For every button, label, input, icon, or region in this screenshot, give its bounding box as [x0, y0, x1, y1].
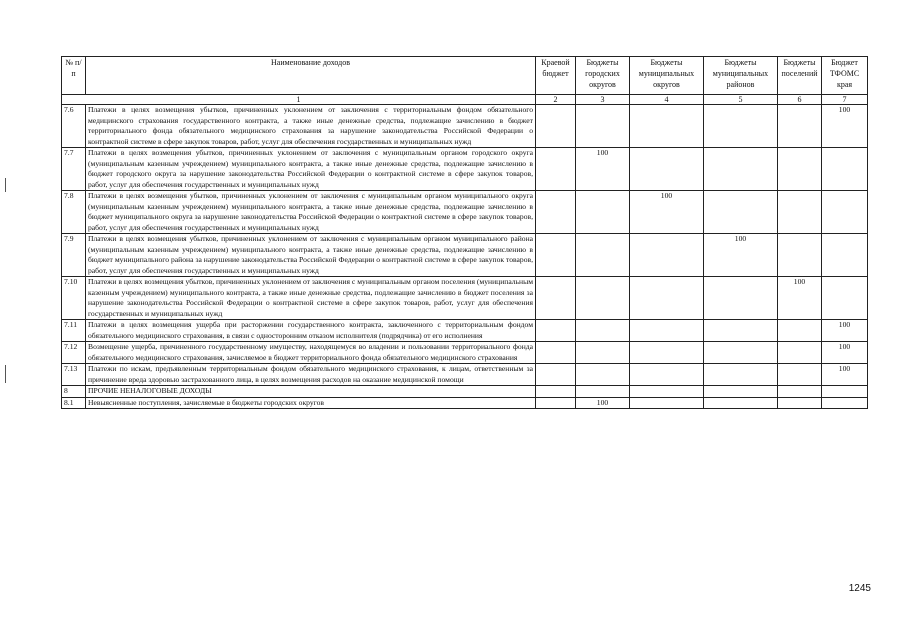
row-value — [536, 364, 576, 386]
row-value — [576, 191, 630, 234]
table-row — [62, 277, 868, 320]
table-header — [62, 57, 868, 105]
row-value — [536, 148, 576, 191]
row-value — [822, 234, 868, 277]
row-code: 7.7 — [62, 148, 86, 191]
row-code: 7.11 — [62, 320, 86, 342]
col-number: 7 — [822, 95, 868, 105]
row-name: Платежи в целях возмещения убытков, причиненных уклонением от заключения с муниципальным органом муниципального района (муниципальным казенным учреждением) муниципального контракта, а также иные денежные средства, подлежащие зачислению в бюджет муниципального района за нарушение законодательства Российской Федерации о контрактной системе в сфере закупок товаров, работ, услуг для обеспечения государственных и муниципальных нужд — [86, 234, 536, 277]
row-code: 7.10 — [62, 277, 86, 320]
col-header-settlements: Бюджеты поселений — [778, 57, 822, 95]
table-row — [62, 364, 868, 386]
row-value — [704, 364, 778, 386]
income-table — [61, 56, 868, 409]
row-value — [576, 277, 630, 320]
row-value — [576, 105, 630, 148]
scan-mark-bottom — [5, 365, 6, 383]
col-number: 5 — [704, 95, 778, 105]
col-number: 3 — [576, 95, 630, 105]
row-code: 7.6 — [62, 105, 86, 148]
row-name: Платежи в целях возмещения убытков, причиненных уклонением от заключения с муниципальным органом муниципального округа (муниципальным казенным учреждением) муниципального контракта, а также иные денежные средства, подлежащие зачислению в бюджет муниципального округа за нарушение законодательства Российской Федерации о контрактной системе в сфере закупок товаров, работ, услуг для обеспечения государственных и муниципальных нужд — [86, 191, 536, 234]
row-value — [630, 234, 704, 277]
row-value: 100 — [822, 105, 868, 148]
col-number: 4 — [630, 95, 704, 105]
col-header-municipal-districts: Бюджеты муниципальных округов — [630, 57, 704, 95]
row-code: 7.12 — [62, 342, 86, 364]
row-code: 8.1 — [62, 397, 86, 409]
col-number: 6 — [778, 95, 822, 105]
col-header-municipal-regions: Бюджеты муниципальных районов — [704, 57, 778, 95]
row-value — [778, 342, 822, 364]
row-value — [704, 397, 778, 409]
row-value — [778, 105, 822, 148]
row-value — [536, 397, 576, 409]
row-value — [778, 386, 822, 398]
row-value: 100 — [576, 148, 630, 191]
col-header-city-districts: Бюджеты городских округов — [576, 57, 630, 95]
row-value: 100 — [704, 234, 778, 277]
row-name: Невыясненные поступления, зачисляемые в бюджеты городских округов — [86, 397, 536, 409]
row-code: 8 — [62, 386, 86, 398]
row-value — [704, 105, 778, 148]
row-value — [778, 234, 822, 277]
row-value — [576, 234, 630, 277]
table-row — [62, 191, 868, 234]
row-value — [630, 386, 704, 398]
row-value — [778, 364, 822, 386]
row-value: 100 — [778, 277, 822, 320]
row-value — [536, 342, 576, 364]
row-value — [630, 342, 704, 364]
row-value — [822, 277, 868, 320]
table-row — [62, 397, 868, 409]
row-value: 100 — [630, 191, 704, 234]
row-value — [704, 148, 778, 191]
row-value — [822, 148, 868, 191]
col-number: 1 — [62, 95, 536, 105]
row-value — [630, 148, 704, 191]
row-name: Платежи в целях возмещения убытков, причиненных уклонением от заключения с муниципальным органом городского округа (муниципальным казенным учреждением) муниципального контракта, а также иные денежные средства, подлежащие зачислению в бюджет городского округа за нарушение законодательства Российской Федерации о контрактной системе в сфере закупок товаров, работ, услуг для обеспечения государственных и муниципальных нужд — [86, 148, 536, 191]
row-value — [576, 342, 630, 364]
row-value — [630, 277, 704, 320]
row-value — [576, 320, 630, 342]
row-value — [704, 320, 778, 342]
row-value — [704, 342, 778, 364]
row-value — [778, 397, 822, 409]
row-value — [576, 386, 630, 398]
row-name: ПРОЧИЕ НЕНАЛОГОВЫЕ ДОХОДЫ — [86, 386, 536, 398]
row-value — [536, 191, 576, 234]
row-value — [536, 277, 576, 320]
row-value — [536, 234, 576, 277]
row-value — [536, 386, 576, 398]
table-row — [62, 148, 868, 191]
row-code: 7.13 — [62, 364, 86, 386]
row-value: 100 — [822, 342, 868, 364]
col-number: 2 — [536, 95, 576, 105]
table-row — [62, 342, 868, 364]
table-row — [62, 105, 868, 148]
col-header-name: Наименование доходов — [86, 57, 536, 95]
row-value — [576, 364, 630, 386]
row-value — [704, 191, 778, 234]
row-name: Платежи в целях возмещения убытков, причиненных уклонением от заключения с территориальным фондом обязательного медицинского страхования государственного контракта, а также иные денежные средства, подлежащие зачислению в бюджет территориального фонда обязательного медицинского страхования за нарушение законодательства Российской Федерации о контрактной системе в сфере закупок товаров, работ, услуг для обеспечения государственных и муниципальных нужд — [86, 105, 536, 148]
row-value: 100 — [576, 397, 630, 409]
row-value — [822, 397, 868, 409]
table-row — [62, 234, 868, 277]
row-value — [778, 320, 822, 342]
row-value — [630, 364, 704, 386]
row-code: 7.9 — [62, 234, 86, 277]
row-value — [630, 320, 704, 342]
row-name: Возмещение ущерба, причиненного государственному имуществу, находящемуся во владении и пользовании территориального фонда обязательного медицинского страхования, зачисляемое в бюджет территориального фонда обязательного медицинского страхования — [86, 342, 536, 364]
row-name: Платежи в целях возмещения убытков, причиненных уклонением от заключения с муниципальным органом поселения (муниципальным казенным учреждением) муниципального контракта, а также иные денежные средства, подлежащие зачислению в бюджет поселения за нарушение законодательства Российской Федерации о контрактной системе в сфере закупок товаров, работ, услуг для обеспечения государственных и муниципальных нужд — [86, 277, 536, 320]
row-value — [778, 191, 822, 234]
row-value — [822, 386, 868, 398]
row-code: 7.8 — [62, 191, 86, 234]
row-value — [822, 191, 868, 234]
row-name: Платежи в целях возмещения ущерба при расторжении государственного контракта, заключенного с территориальным фондом обязательного медицинского страхования, в связи с односторонним отказом исполнителя (подрядчика) от его исполнения — [86, 320, 536, 342]
col-header-tfoms: Бюджет ТФОМС края — [822, 57, 868, 95]
col-header-regional: Краевой бюджет — [536, 57, 576, 95]
row-value — [536, 320, 576, 342]
scan-mark-top — [5, 178, 6, 192]
table-row — [62, 320, 868, 342]
col-header-num: № п/п — [62, 57, 86, 95]
row-value — [630, 397, 704, 409]
row-value: 100 — [822, 364, 868, 386]
row-value — [536, 105, 576, 148]
row-name: Платежи по искам, предъявленным территориальным фондом обязательного медицинского страхования, к лицам, ответственным за причинение вреда здоровью застрахованного лица, в целях возмещения расходов на оказание медицинской помощи — [86, 364, 536, 386]
table-row — [62, 386, 868, 398]
row-value — [704, 386, 778, 398]
row-value — [778, 148, 822, 191]
row-value — [630, 105, 704, 148]
row-value: 100 — [822, 320, 868, 342]
page-number: 1245 — [848, 583, 871, 594]
table-body — [62, 105, 868, 409]
column-number-row — [62, 95, 868, 105]
row-value — [704, 277, 778, 320]
